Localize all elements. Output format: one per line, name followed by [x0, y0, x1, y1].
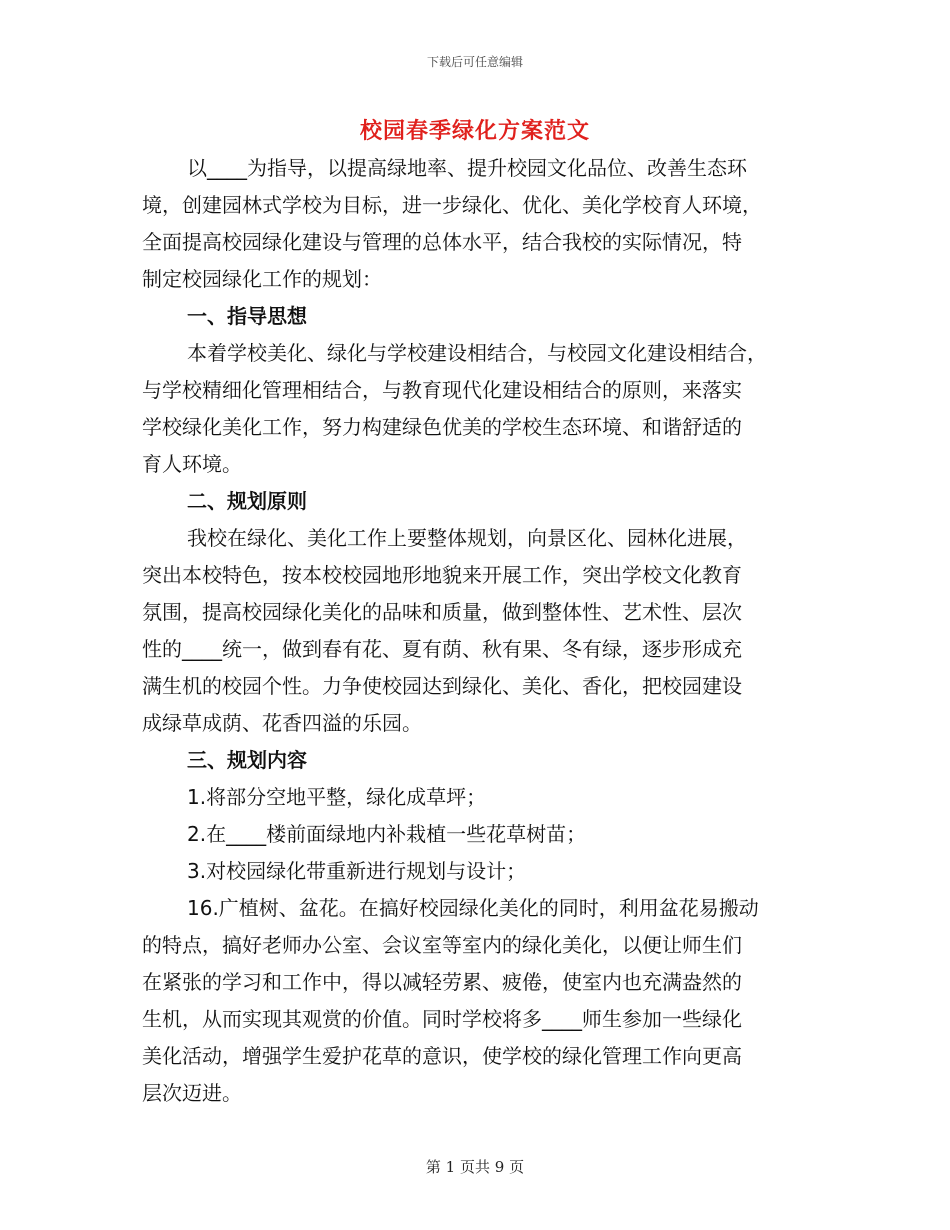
text-line: 突出本校特色，按本校校园地形地貌来开展工作，突出学校文化教育 — [142, 563, 742, 587]
document-body — [142, 150, 822, 1112]
heading-text: 二、规划原则 — [187, 489, 307, 513]
text-line: 本着学校美化、绿化与学校建设相结合，与校园文化建设相结合， — [187, 341, 767, 365]
text-line: 3.对校园绿化带重新进行规划与设计； — [187, 859, 527, 883]
text-line: 层次迈进。 — [142, 1081, 242, 1105]
text-line: 全面提高校园绿化建设与管理的总体水平，结合我校的实际情况，特 — [142, 230, 742, 254]
paragraph — [142, 520, 822, 742]
text-line: 的特点，搞好老师办公室、会议室等室内的绿化美化，以便让师生们 — [142, 933, 742, 957]
text-line: 美化活动，增强学生爱护花草的意识，使学校的绿化管理工作向更高 — [142, 1044, 742, 1068]
section-heading — [142, 298, 822, 335]
heading-text: 三、规划内容 — [187, 748, 307, 772]
text-line: 16.广植树、盆花。在搞好校园绿化美化的同时，利用盆花易搬动 — [187, 896, 759, 920]
paragraph — [142, 853, 822, 890]
text-line: 境，创建园林式学校为目标，进一步绿化、优化、美化学校育人环境， — [142, 193, 762, 217]
text-line: 满生机的校园个性。力争使校园达到绿化、美化、香化，把校园建设 — [142, 674, 742, 698]
document-title: 校园春季绿化方案范文 — [359, 119, 590, 144]
page-header: 下载后可任意编辑 — [426, 55, 523, 69]
text-line: 学校绿化美化工作，努力构建绿色优美的学校生态环境、和谐舒适的 — [142, 415, 742, 439]
text-line: 成绿草成荫、花香四溢的乐园。 — [142, 711, 422, 735]
text-line: 以____为指导，以提高绿地率、提升校园文化品位、改善生态环 — [187, 156, 747, 180]
paragraph — [142, 779, 822, 816]
text-line: 制定校园绿化工作的规划： — [142, 267, 382, 291]
heading-text: 一、指导思想 — [187, 304, 307, 328]
section-heading — [142, 483, 822, 520]
text-line: 性的____统一，做到春有花、夏有荫、秋有果、冬有绿，逐步形成充 — [142, 637, 742, 661]
text-line: 与学校精细化管理相结合，与教育现代化建设相结合的原则，来落实 — [142, 378, 742, 402]
text-line: 在紧张的学习和工作中，得以减轻劳累、疲倦，使室内也充满盎然的 — [142, 970, 742, 994]
paragraph — [142, 890, 822, 1112]
page-footer: 第 1 页共 9 页 — [425, 1158, 525, 1176]
text-line: 氛围，提高校园绿化美化的品味和质量，做到整体性、艺术性、层次 — [142, 600, 742, 624]
text-line: 育人环境。 — [142, 452, 242, 476]
paragraph — [142, 335, 822, 483]
paragraph — [142, 150, 822, 298]
text-line: 1.将部分空地平整，绿化成草坪； — [187, 785, 487, 809]
paragraph — [142, 816, 822, 853]
section-heading — [142, 742, 822, 779]
text-line: 生机，从而实现其观赏的价值。同时学校将多____师生参加一些绿化 — [142, 1007, 742, 1031]
text-line: 2.在____楼前面绿地内补栽植一些花草树苗； — [187, 822, 587, 846]
text-line: 我校在绿化、美化工作上要整体规划，向景区化、园林化进展， — [187, 526, 747, 550]
